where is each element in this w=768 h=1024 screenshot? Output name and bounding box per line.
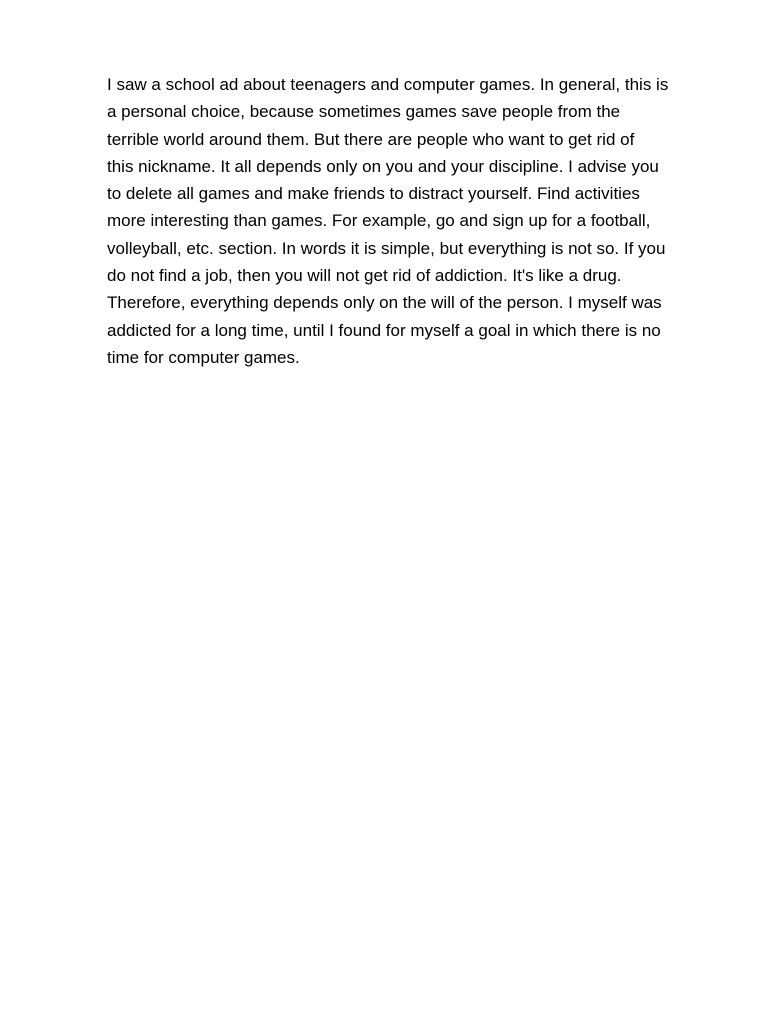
text-line: Therefore, everything depends only on the will of the person. I myself was <box>107 293 662 313</box>
text-line: addicted for a long time, until I found for myself a goal in which there is no <box>107 320 661 340</box>
text-line: volleyball, etc. section. In words it is simple, but everything is not so. If you <box>107 238 666 258</box>
text-line: this nickname. It all depends only on you and your discipline. I advise you <box>107 156 659 176</box>
body-paragraph <box>107 71 747 371</box>
text-line: terrible world around them. But there are people who want to get rid of <box>107 129 635 149</box>
text-line: to delete all games and make friends to distract yourself. Find activities <box>107 184 640 204</box>
text-line: more interesting than games. For example, go and sign up for a football, <box>107 211 651 231</box>
text-line: I saw a school ad about teenagers and computer games. In general, this is <box>107 75 669 94</box>
text-line: time for computer games. <box>107 347 300 367</box>
text-line: do not find a job, then you will not get rid of addiction. It's like a drug. <box>107 266 622 286</box>
text-line: a personal choice, because sometimes games save people from the <box>107 102 621 122</box>
